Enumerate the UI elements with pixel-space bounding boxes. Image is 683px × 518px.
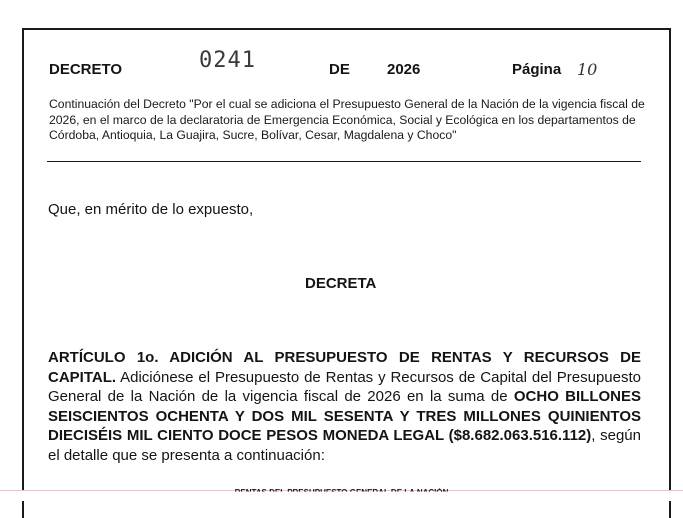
- article-amount: OCHO BILLONES SEISCIENTOS OCHENTA Y DOS MIL SESENTA Y TRES MILLONES QUINIENTOS DIECISÉIS MIL CIENTO DOCE PESOS MONEDA LEGAL ($8.682.063.516.112): [48, 388, 641, 444]
- article-heading: ARTÍCULO 1o. ADICIÓN AL PRESUPUESTO DE RENTAS Y RECURSOS DE CAPITAL.: [48, 349, 641, 386]
- pagina-label: Página: [512, 61, 562, 78]
- decreto-label: DECRETO: [49, 61, 123, 78]
- page-number-handwritten: 10: [577, 60, 598, 79]
- header-divider: [47, 161, 641, 162]
- year: 2026: [387, 61, 421, 78]
- article-text-1: Adiciónese el Presupuesto de Rentas y Recursos de Capital del Presupuesto General de la Nación de la vigencia fiscal de 2026 en la suma de: [48, 368, 641, 405]
- article-1: [48, 348, 641, 465]
- de-label: DE: [329, 61, 350, 78]
- decree-subtitle: Continuación del Decreto "Por el cual se adiciona el Presupuesto General de la Nación de la vigencia fiscal de 2026, en el marco de la declaratoria de Emergencia Económica, Social y Ecológica en los departamentos de Córdoba, Antioquia, La Guajira, Sucre, Bolívar, Cesar, Magdalena y Choco": [49, 97, 645, 142]
- decreta-heading: DECRETA: [305, 275, 377, 292]
- page-bottom-edge: [0, 490, 683, 501]
- decreto-number-stamp: 0241: [199, 48, 256, 73]
- intro-text: Que, en mérito de lo expuesto,: [48, 201, 254, 218]
- article-text-2: , según el detalle que se presenta a continuación:: [48, 427, 641, 464]
